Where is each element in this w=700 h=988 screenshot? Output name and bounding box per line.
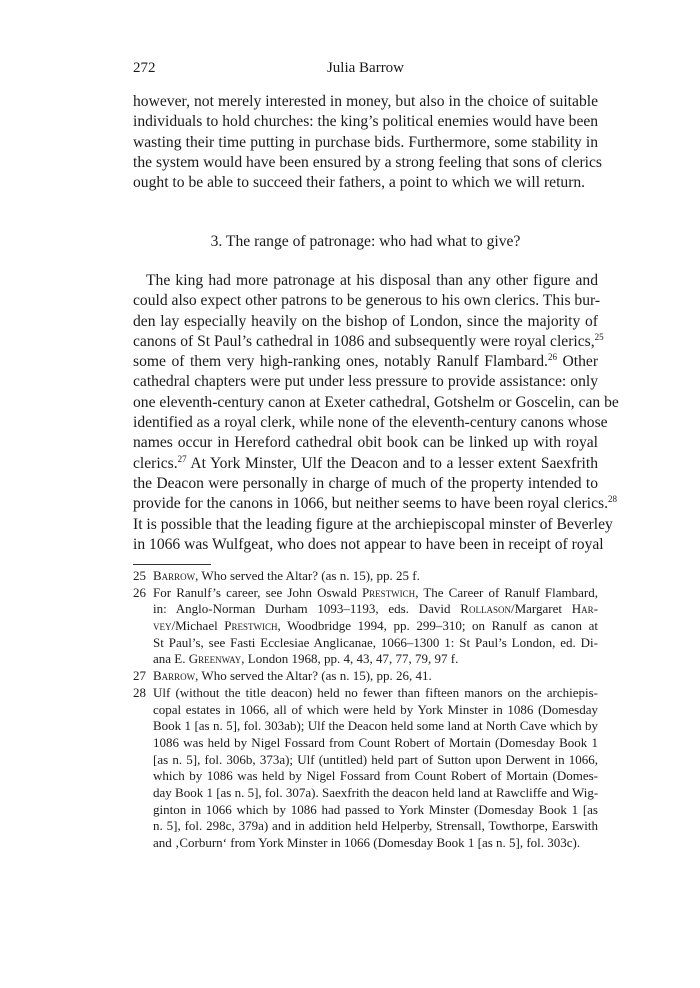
footnote-line: copal estates in 1066, all of which were held by York Minster in 1086 (Domesday <box>153 701 598 717</box>
text-line: wasting their time putting in purchase bids. Furthermore, some stability in <box>133 133 598 151</box>
line-text: canons of St Paul’s cathedral in 1086 and subsequently were royal clerics, <box>133 332 595 350</box>
text-line: individuals to hold churches: the king’s political enemies would have been <box>133 113 599 131</box>
text-line: the Deacon were personally in charge of much of the property intended to <box>133 474 598 492</box>
text-line <box>133 352 598 372</box>
author-smallcaps: Prestwich <box>361 584 416 600</box>
footnote-ref-28[interactable]: 28 <box>608 494 618 505</box>
line-text: At York Minster, Ulf the Deacon and to a lesser extent Saexfrith <box>186 454 598 472</box>
text-line: The king had more patronage at his disposal than any other figure and <box>146 272 598 289</box>
text-line <box>133 454 598 474</box>
footnote-text: ana E. <box>153 651 189 667</box>
text-line: however, not merely interested in money, but also in the choice of suitable <box>133 93 598 110</box>
text-line: could also expect other patrons to be generous to his own clerics. This bur- <box>133 292 601 310</box>
footnote-text: in: Anglo-Norman Durham 1093–1193, eds. David <box>153 601 461 617</box>
footnote-text: , Woodbridge 1994, pp. 299–310; on Ranulf as canon at <box>277 618 598 634</box>
footnote-text: , Who served the Altar? (as n. 15), pp. 25 f. <box>195 568 420 583</box>
footnote-line: 1086 was held by Nigel Fossard from Count Robert of Mortain (Domesday Book 1 <box>153 734 598 750</box>
footnote-text: , London 1968, pp. 4, 43, 47, 77, 79, 97 f. <box>241 651 459 667</box>
footnote-line: and ‚Corburn‘ from York Minster in 1066 (Domesday Book 1 [as n. 5], fol. 303c). <box>153 835 581 850</box>
footnote-line: ginton in 1066 which by 1086 had passed to York Minster (Domesday Book 1 [as <box>153 801 598 817</box>
text-line <box>133 494 618 514</box>
text-line: den lay especially heavily on the bishop of London, since the majority of <box>133 312 598 330</box>
footnote-27 <box>133 668 598 685</box>
page-number: 272 <box>133 60 156 76</box>
footnote-separator-rule <box>133 564 211 565</box>
footnote-text: , The Career of Ranulf Flambard, <box>415 584 598 600</box>
footnote-line <box>153 668 598 685</box>
line-text: Other <box>556 353 599 371</box>
line-text: some of them very high-ranking ones, notably Ranulf Flambard. <box>133 353 548 371</box>
running-title-author: Julia Barrow <box>326 60 405 76</box>
line-text: provide for the canons in 1066, but neither seems to have been royal clerics. <box>133 495 609 513</box>
text-line: ought to be able to succeed their fathers, a point to which we will return. <box>133 174 586 192</box>
text-line: one eleventh-century canon at Exeter cathedral, Gotshelm or Goscelin, can be <box>133 393 619 411</box>
section-heading: 3. The range of patronage: who had what to give? <box>210 233 521 250</box>
paragraph-continued <box>133 92 602 193</box>
running-head <box>133 58 598 78</box>
text-line: identified as a royal clerk, while none of the eleventh-century canons whose <box>133 414 608 432</box>
footnote-28 <box>133 685 598 852</box>
text-line <box>133 331 604 352</box>
author-smallcaps: Greenway <box>188 651 242 667</box>
footnote-number: 25 <box>133 568 146 583</box>
footnote-ref-26[interactable]: 26 <box>547 352 557 363</box>
footnote-line <box>153 568 598 585</box>
footnote-text: For Ranulf’s career, see John Oswald <box>153 584 362 600</box>
footnote-25 <box>133 568 598 585</box>
line-text: clerics. <box>133 454 178 472</box>
footnote-line: [as n. 5], fol. 306b, 373a); Ulf (untitled) held part of Sutton upon Derwent in 1066, <box>153 751 598 767</box>
author-smallcaps: Barrow <box>153 668 196 684</box>
footnote-line: day Book 1 [as n. 5], fol. 307a). Saexfrith the deacon held land at Rawcliffe and Wig- <box>153 784 599 800</box>
footnote-text: , Who served the Altar? (as n. 15), pp. 26, 41. <box>195 668 432 684</box>
text-line: the system would have been ensured by a strong feeling that sons of clerics <box>133 153 602 171</box>
footnote-26 <box>133 585 598 668</box>
footnotes <box>133 568 598 852</box>
footnote-line <box>153 601 598 618</box>
footnote-ref-25[interactable]: 25 <box>594 331 604 342</box>
text-line: cathedral chapters were put under less pressure to provide assistance: only <box>133 373 598 391</box>
footnote-text: /Michael <box>171 618 225 634</box>
footnote-number: 27 <box>133 668 146 684</box>
author-smallcaps: Har- <box>571 601 598 617</box>
footnote-line: St Paul’s, see Fasti Ecclesiae Anglicanae, 1066–1300 1: St Paul’s London, ed. Di- <box>153 634 598 650</box>
footnote-text: /Margaret <box>510 601 572 617</box>
footnote-line: which by 1086 was held by Nigel Fossard from Count Robert of Mortain (Domes- <box>153 768 598 784</box>
text-line: in 1066 was Wulfgeat, who does not appear to have been in receipt of royal <box>133 535 604 553</box>
author-smallcaps: vey <box>153 618 172 634</box>
footnote-number: 26 <box>133 584 146 600</box>
footnote-ref-27[interactable]: 27 <box>177 453 187 464</box>
footnote-line <box>153 618 598 635</box>
footnote-line: n. 5], fol. 298c, 379a) and in addition held Helperby, Strensall, Towthorpe, Earswith <box>153 818 598 834</box>
footnote-line <box>153 585 598 602</box>
author-smallcaps: Barrow <box>153 568 196 583</box>
footnote-line: Ulf (without the title deacon) held no fewer than fifteen manors on the archiepis- <box>153 684 598 700</box>
author-smallcaps: Prestwich <box>224 618 278 634</box>
footnote-number: 28 <box>133 684 146 700</box>
text-line: It is possible that the leading figure at the archiepiscopal minster of Beverley <box>133 515 613 533</box>
footnote-line: Book 1 [as n. 5], fol. 303ab); Ulf the Deacon held some land at North Cave which by <box>153 718 598 734</box>
author-smallcaps: Rollason <box>460 601 511 617</box>
text-line: names occur in Hereford cathedral obit book can be linked up with royal <box>133 434 598 452</box>
paragraph-patronage <box>133 271 619 555</box>
footnote-line <box>153 651 598 668</box>
